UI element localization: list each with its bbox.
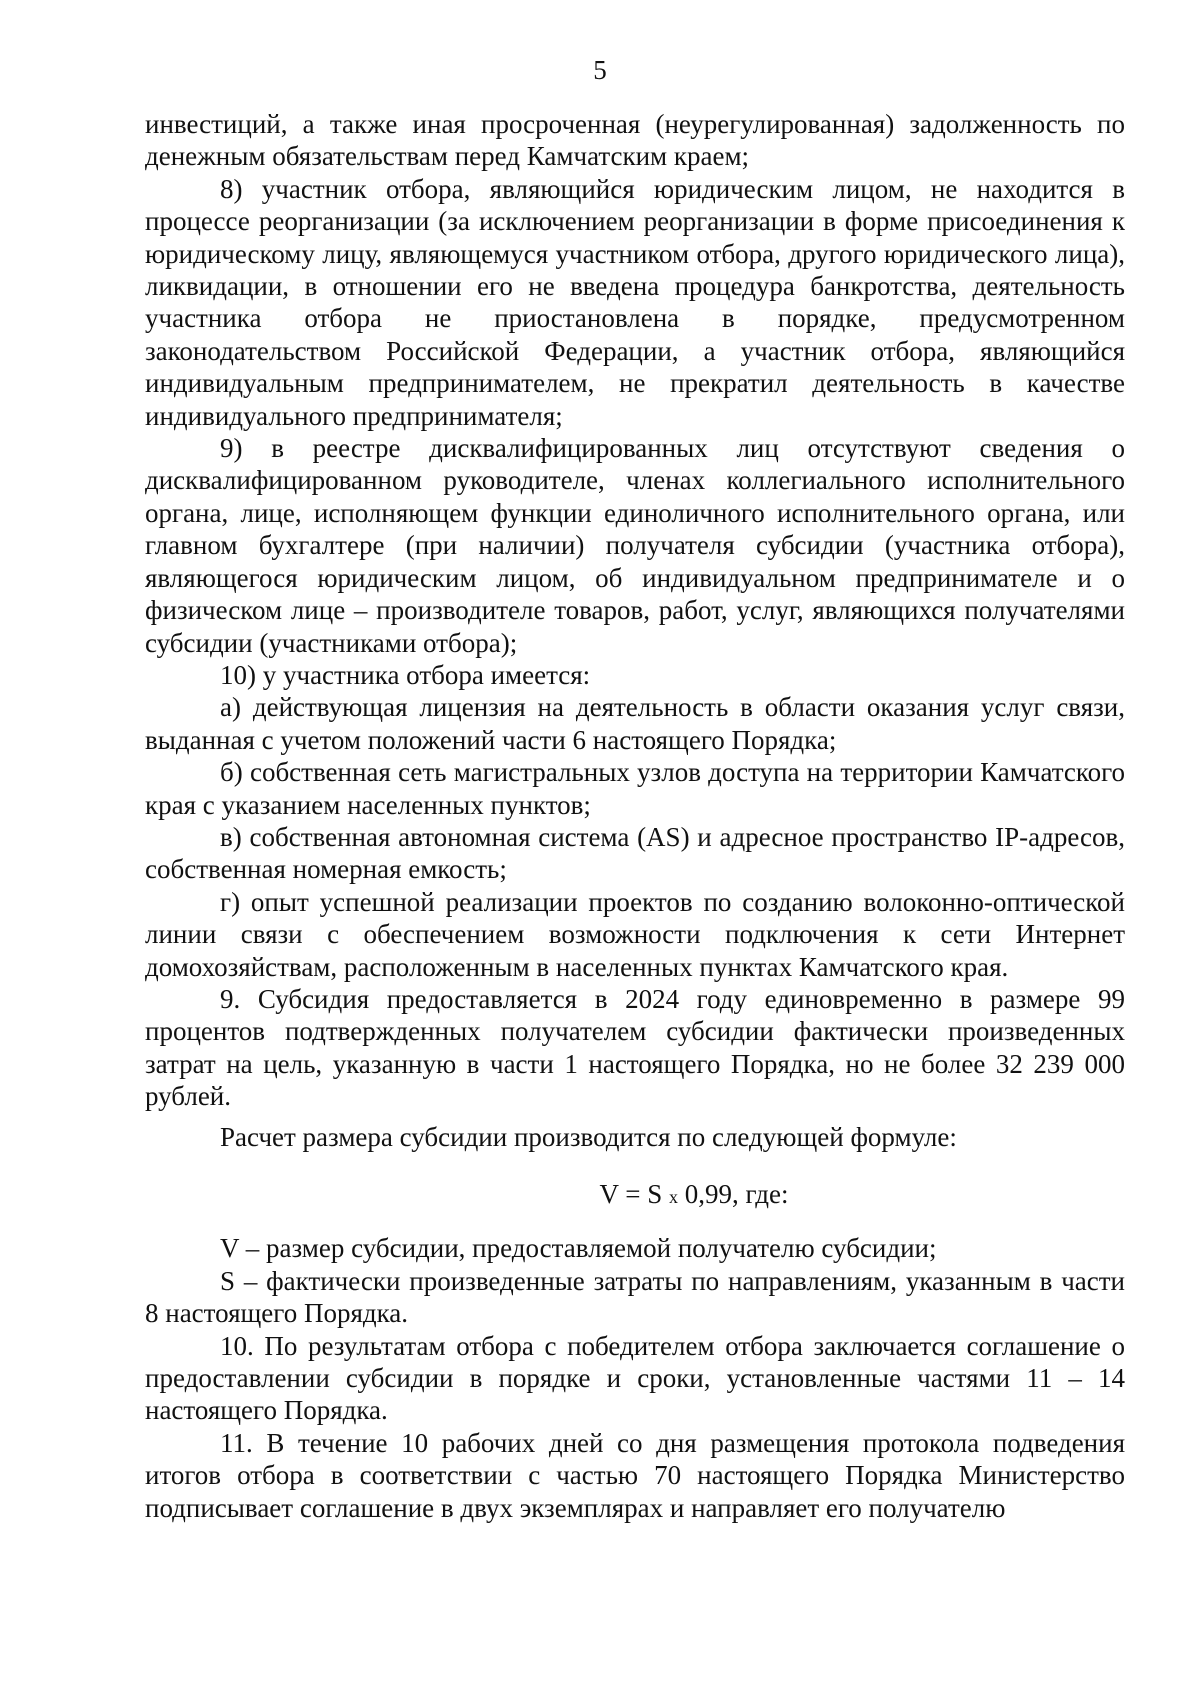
- paragraph-continuation: инвестиций, а также иная просроченная (неурегулированная) задолженность по денежным обязательствам перед Камчатским краем;: [145, 109, 1125, 172]
- formula-left: V = S: [599, 1179, 670, 1209]
- paragraph-item-10: 10) у участника отбора имеется:: [220, 659, 591, 690]
- formula-operator: x: [669, 1187, 679, 1207]
- paragraph-subitem-g: г) опыт успешной реализации проектов по созданию волоконно-оптической линии связи с обеспечением возможности подключения к сети Интернет домохозяйствам, расположенным в населенных пунктах Камчатского края.: [145, 886, 1125, 982]
- paragraph-subitem-b: б) собственная сеть магистральных узлов доступа на территории Камчатского края с указанием населенных пунктов;: [145, 757, 1125, 820]
- paragraph-item-9: 9) в реестре дисквалифицированных лиц отсутствуют сведения о дисквалифицированном руководителе, членах коллегиального исполнительного органа, лице, исполняющем функции единоличного исполнительного органа, или главном бухгалтере (при наличии) получателя субсидии (участника отбора), являющегося юридическим лицом, об индивидуальном предпринимателе и о физическом лице – производителе товаров, работ, услуг, являющихся получателями субсидии (участниками отбора);: [145, 433, 1125, 658]
- formula-right: 0,99, где:: [678, 1179, 789, 1209]
- paragraph-section-11: 11. В течение 10 рабочих дней со дня размещения протокола подведения итогов отбора в соответствии с частью 70 настоящего Порядка Министерство подписывает соглашение в двух экземплярах и направляет его получателю: [145, 1427, 1125, 1523]
- paragraph-definition-v: V – размер субсидии, предоставляемой получателю субсидии;: [220, 1233, 937, 1264]
- paragraph-subitem-v: в) собственная автономная система (AS) и адресное пространство IP-адресов, собственная номерная емкость;: [145, 821, 1125, 885]
- formula: [145, 1178, 1125, 1213]
- document-body: [145, 108, 1125, 1524]
- paragraph-subitem-a: а) действующая лицензия на деятельность в области оказания услуг связи, выданная с учетом положений части 6 настоящего Порядка;: [145, 692, 1125, 755]
- paragraph-item-8: 8) участник отбора, являющийся юридическим лицом, не находится в процессе реорганизации (за исключением реорганизации в форме присоединения к юридическому лицу, являющемуся участником отбора, другого юридического лица), ликвидации, в отношении его не введена процедура банкротства, деятельность участника отбора не приостановлена в порядке, предусмотренном законодательством Российской Федерации, а участник отбора, являющийся индивидуальным предпринимателем, не прекратил деятельность в качестве индивидуального предпринимателя;: [145, 173, 1125, 431]
- paragraph-section-10: 10. По результатам отбора с победителем отбора заключается соглашение о предоставлении субсидии в порядке и сроки, установленные частями 11 – 14 настоящего Порядка.: [145, 1330, 1125, 1426]
- paragraph-formula-intro: Расчет размера субсидии производится по следующей формуле:: [220, 1121, 957, 1152]
- paragraph-definition-s: S – фактически произведенные затраты по направлениям, указанным в части 8 настоящего Порядка.: [145, 1265, 1125, 1329]
- page-number: 5: [593, 55, 607, 85]
- paragraph-section-9: 9. Субсидия предоставляется в 2024 году единовременно в размере 99 процентов подтвержденных получателем субсидии фактически произведенных затрат на цель, указанную в части 1 настоящего Порядка, но не более 32 239 000 рублей.: [145, 983, 1125, 1112]
